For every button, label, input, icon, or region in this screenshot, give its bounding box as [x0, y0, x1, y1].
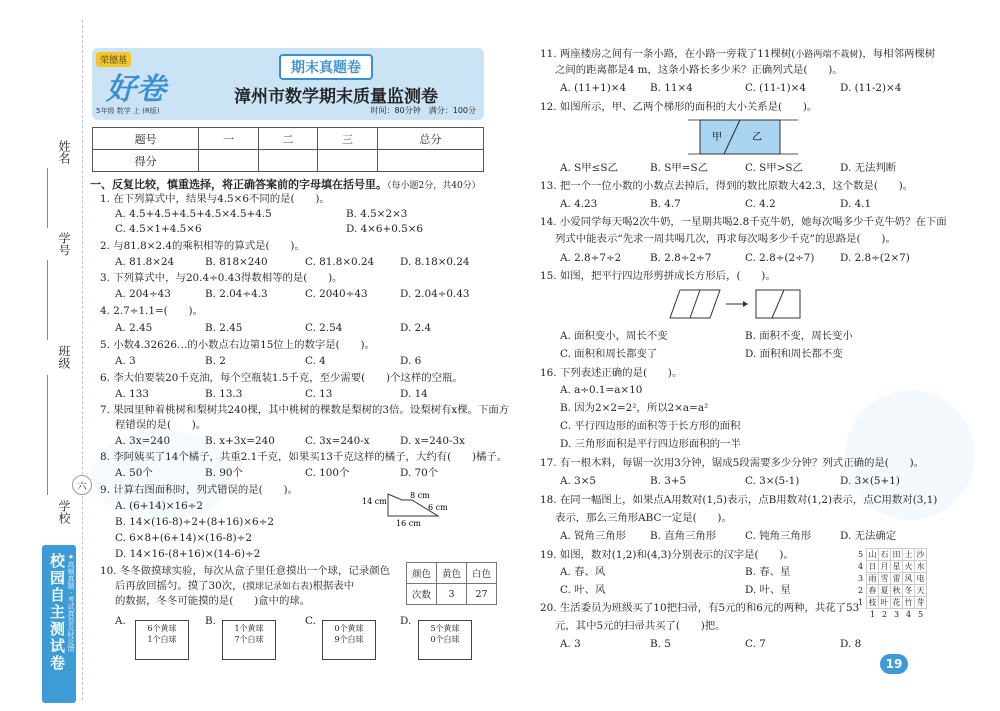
- option[interactable]: B. 3+5: [650, 475, 687, 487]
- grid-cell: 秋: [892, 585, 901, 595]
- question-18: 18. 在同一幅图上，如果点A用数对(1,5)表示，点B用数对(1,2)表示，点C用数对(3,1): [540, 494, 938, 506]
- question-6: 6. 李大伯要装20千克油，每个空瓶装1.5千克，至少需要( )个这样的空瓶。: [100, 372, 463, 384]
- option[interactable]: D. x=240-3x: [400, 435, 465, 447]
- grid-cell: 雨: [868, 573, 877, 583]
- name-label: 姓名: [57, 140, 71, 164]
- grid-cell: 叶: [880, 597, 889, 607]
- grid-cell: 夏: [880, 585, 889, 595]
- ball-box-a[interactable]: 6个黄球 1个白球: [135, 620, 189, 660]
- option[interactable]: D. 6: [400, 355, 422, 367]
- option[interactable]: A. 4.23: [560, 198, 598, 210]
- option[interactable]: B. x+3x=240: [205, 435, 275, 447]
- name-line: [47, 168, 48, 228]
- grid-row-label: 2: [857, 585, 864, 595]
- label-jia: 甲: [712, 132, 722, 143]
- question-12: 12. 如图所示，甲、乙两个梯形的面积的大小关系是( )。: [540, 101, 818, 113]
- score-input-cell[interactable]: [199, 150, 259, 172]
- option[interactable]: C. S甲>S乙: [745, 162, 803, 174]
- question-14-cont: 列式中能表示“先求一周共喝几次，再求每次喝多少千克”的思路是( )。: [555, 233, 896, 245]
- id-label: 学号: [57, 232, 71, 256]
- option[interactable]: B. 13.3: [205, 388, 243, 400]
- time-info: 时间：80分钟 满分：100分: [370, 106, 476, 115]
- option[interactable]: B. 2.04÷4.3: [205, 288, 268, 300]
- ball-record-table: [406, 562, 497, 605]
- score-cell: 得分: [93, 150, 199, 172]
- grid-row-label: 3: [857, 573, 864, 583]
- option[interactable]: C. 81.8×0.24: [305, 256, 375, 268]
- section-title: 一、反复比较，慎重选择，将正确答案前的字母填在括号里。（每小题2分，共40分）: [90, 178, 481, 191]
- option[interactable]: A. 81.8×24: [115, 256, 175, 268]
- option[interactable]: C. 4.2: [745, 198, 776, 210]
- option[interactable]: D. 8.18×0.24: [400, 256, 470, 268]
- option[interactable]: C. 4.5×1+4.5×6: [115, 223, 202, 235]
- grid-row-label: 4: [857, 561, 864, 571]
- school-label: 学校: [57, 500, 71, 524]
- option[interactable]: B. S甲=S乙: [650, 162, 708, 174]
- table-cell: 白色: [467, 563, 497, 584]
- option[interactable]: A. 春、风: [560, 566, 606, 578]
- option[interactable]: C. 3x=240-x: [305, 435, 370, 447]
- option[interactable]: D. 3×(5+1): [840, 475, 900, 487]
- exam-header: [92, 48, 484, 120]
- option[interactable]: D. 无法判断: [840, 162, 897, 174]
- option[interactable]: A.: [115, 615, 126, 627]
- fig-label-16: 16 cm: [396, 519, 421, 528]
- grid-cell: 雷: [892, 573, 901, 583]
- table-cell: 次数: [407, 584, 437, 605]
- option[interactable]: A. 3: [560, 638, 581, 650]
- option[interactable]: C. 钝角三角形: [745, 530, 812, 542]
- option[interactable]: B. 818×240: [205, 256, 268, 268]
- grid-cell: 石: [880, 549, 889, 559]
- option[interactable]: D. 4×6+0.5×6: [346, 223, 424, 235]
- option[interactable]: C. 2.8÷(2÷7): [745, 252, 815, 264]
- grid-cell: 电: [916, 573, 925, 583]
- question-16: 16. 下列表述正确的是( )。: [540, 367, 683, 379]
- grid-cell: 竹: [904, 597, 913, 607]
- question-8: 8. 李阿姨买了14个橘子，共重2.1千克，如果买13千克这样的橘子，大约有( )橘子。: [100, 451, 508, 463]
- option[interactable]: A. 3×5: [560, 475, 597, 487]
- question-2: 2. 与81.8×2.4的乘积相等的算式是( )。: [100, 240, 305, 252]
- grid-col-label: 3: [893, 609, 900, 619]
- grid-cell: 田: [892, 549, 901, 559]
- option[interactable]: C. 6×8+(6+14)×(16-8)÷2: [115, 532, 252, 544]
- option[interactable]: B.: [205, 615, 216, 627]
- brand-name: 荣德基: [96, 52, 131, 67]
- option[interactable]: A. 锐角三角形: [560, 530, 627, 542]
- trapezoid-figure: [362, 488, 452, 530]
- grid-cell: 花: [892, 597, 901, 607]
- option[interactable]: B. 2.4̇5̇: [205, 322, 243, 334]
- grid-cell: 雪: [880, 573, 889, 583]
- question-11-cont: 之间的距离都是4 m，这条小路长多少米？正确列式是( )。: [555, 64, 843, 76]
- option[interactable]: D. 14×16-(8+16)×(14-6)÷2: [115, 548, 261, 560]
- school-line: [47, 440, 48, 495]
- question-10-cont: 的数据，冬冬可能摸的是( )盒中的球。: [115, 595, 311, 607]
- option[interactable]: C. 7: [745, 638, 766, 650]
- grid-cell: 芽: [916, 597, 925, 607]
- grid-col-label: 1: [869, 609, 876, 619]
- grid-row-label: 5: [857, 549, 864, 559]
- option[interactable]: B. 4.7: [650, 198, 681, 210]
- brand-logo: [96, 52, 188, 114]
- option[interactable]: D. 2.8÷(2×7): [840, 252, 910, 264]
- grid-cell: 枝: [868, 597, 877, 607]
- page-number: 19: [880, 654, 908, 674]
- question-10: 10. 冬冬做摸球实验，每次从盒子里任意摸出一个球，记录颜色: [100, 565, 390, 577]
- fig-label-14: 14 cm: [362, 497, 387, 506]
- grid-row-label: 1: [857, 597, 864, 607]
- cut-line: [82, 20, 83, 700]
- option[interactable]: D. (11-2)×4: [840, 82, 902, 94]
- option[interactable]: C.: [305, 615, 316, 627]
- grade-label: 5年级 数学 上 (R版): [96, 107, 160, 115]
- option[interactable]: A. 3: [115, 355, 136, 367]
- option[interactable]: A. S甲≤S乙: [560, 162, 618, 174]
- tag-subtitle: ★高频真题 · 考试真卷及时反馈: [67, 553, 75, 652]
- option[interactable]: B. 2.8÷2÷7: [650, 252, 712, 264]
- option[interactable]: B. 11×4: [650, 82, 693, 94]
- option[interactable]: D. 2.4̇: [400, 322, 432, 334]
- option[interactable]: B. 春、星: [745, 566, 791, 578]
- option[interactable]: B. 2: [205, 355, 226, 367]
- option[interactable]: D. 三角形面积是平行四边形面积的一半: [560, 438, 741, 450]
- option[interactable]: A. 2.8÷7÷2: [560, 252, 622, 264]
- option[interactable]: D. 叶、星: [745, 584, 791, 596]
- fig-label-8: 8 cm: [410, 491, 430, 500]
- table-cell: 27: [467, 584, 497, 605]
- question-4: 4. 2.7÷1.1=( )。: [100, 305, 203, 317]
- score-table: [92, 127, 484, 172]
- parallelogram-figure: [660, 288, 820, 320]
- character-grid: [855, 548, 927, 620]
- fig-label-6: 6 cm: [428, 503, 448, 512]
- grid-col-label: 4: [905, 609, 912, 619]
- question-13: 13. 把一个一位小数的小数点去掉后，得到的数比原数大42.3，这个数是( )。: [540, 180, 914, 192]
- ball-box-b[interactable]: 1个黄球 7个白球: [222, 620, 276, 660]
- question-5: 5. 小数4.32626…的小数点右边第15位上的数字是( )。: [100, 339, 375, 351]
- score-cell: 总分: [377, 128, 483, 150]
- grid-cell: 水: [916, 561, 925, 571]
- question-3: 3. 下列算式中，与20.4÷0.43得数相等的是( )。: [100, 272, 343, 284]
- test-type-tag: [42, 545, 76, 703]
- grid-cell: 天: [916, 585, 925, 595]
- question-18-cont: 表示，那么三角形ABC一定是( )。: [555, 512, 732, 524]
- option[interactable]: B. 14×(16-8)÷2+(8+16)×6÷2: [115, 516, 274, 528]
- exam-tagline: 期末真题卷: [279, 54, 373, 80]
- option[interactable]: B. 4.5×2×3: [346, 208, 408, 220]
- option[interactable]: D.: [400, 615, 412, 627]
- question-14: 14. 小爱同学每天喝2次牛奶，一星期共喝2.8千克牛奶，她每次喝多少千克牛奶？在下面: [540, 216, 947, 228]
- question-20-cont: 元，其中5元的扫帚共买了( )把。: [555, 620, 726, 632]
- question-9: 9. 计算右图面积时，列式错误的是( )。: [100, 484, 298, 496]
- grid-col-label: 2: [881, 609, 888, 619]
- ball-box-d[interactable]: 5个黄球 0个白球: [418, 620, 472, 660]
- option[interactable]: C. 13: [305, 388, 333, 400]
- option[interactable]: C. 平行四边形的面积等于长方形的面积: [560, 420, 741, 432]
- tag-title: 校园自主测试卷: [48, 553, 66, 672]
- grid-cell: 火: [904, 561, 913, 571]
- grid-cell: 星: [892, 561, 901, 571]
- option[interactable]: D. 无法确定: [840, 530, 897, 542]
- score-cell: 题号: [93, 128, 199, 150]
- trapezoid-comparison-figure: [688, 118, 798, 156]
- option[interactable]: C. 2.5̇4̇: [305, 322, 343, 334]
- exam-title: 漳州市数学期末质量监测卷: [234, 87, 438, 107]
- question-7-cont: 程错误的是( )。: [115, 419, 207, 431]
- option[interactable]: C. 2040÷43: [305, 288, 368, 300]
- option[interactable]: D. 8: [840, 638, 862, 650]
- option[interactable]: B. 5: [650, 638, 671, 650]
- grid-cell: 土: [904, 549, 913, 559]
- score-cell: 三: [318, 128, 378, 150]
- option[interactable]: A. (11+1)×4: [560, 82, 627, 94]
- score-input-cell[interactable]: [258, 150, 318, 172]
- table-cell: 黄色: [437, 563, 467, 584]
- score-input-cell[interactable]: [377, 150, 483, 172]
- grid-cell: 冬: [904, 585, 913, 595]
- grid-cell: 日: [868, 561, 877, 571]
- ball-box-c[interactable]: 0个黄球 9个白球: [322, 620, 376, 660]
- question-11: 11. 两座楼房之间有一条小路，在小路一旁栽了11棵树(小路两端不栽树)，每相邻两棵树: [540, 48, 936, 60]
- question-17: 17. 有一根木料，每锯一次用3分钟，锯成5段需要多少分钟？列式正确的是( )。: [540, 457, 925, 469]
- option[interactable]: D. 2.04÷0.43: [400, 288, 470, 300]
- score-cell: 一: [199, 128, 259, 150]
- logo-text: 好卷: [106, 72, 166, 107]
- question-19: 19. 如图，数对(1,2)和(4,3)分别表示的汉字是( )。: [540, 549, 794, 561]
- score-input-cell[interactable]: [318, 150, 378, 172]
- option[interactable]: C. 3×(5-1): [745, 475, 800, 487]
- option[interactable]: B. 直角三角形: [650, 530, 717, 542]
- table-cell: 颜色: [407, 563, 437, 584]
- question-10-cont: 后再放回摇匀。摸了30次，(摸球记录如右表)根据表中: [115, 580, 355, 592]
- option[interactable]: A. (6+14)×16÷2: [115, 500, 204, 512]
- grid-cell: 山: [868, 549, 877, 559]
- grid-cell: 月: [880, 561, 889, 571]
- grid-cell: 风: [904, 573, 913, 583]
- grid-cell: 沙: [916, 549, 925, 559]
- grid-cell: 春: [868, 585, 877, 595]
- option[interactable]: A. 50个: [115, 467, 153, 479]
- label-yi: 乙: [752, 132, 762, 143]
- option[interactable]: B. 面积不变，周长变小: [745, 330, 853, 342]
- question-7: 7. 果园里种着桃树和梨树共240棵，其中桃树的棵数是梨树的3倍。设梨树有x棵。下面方: [100, 404, 510, 416]
- option[interactable]: D. 4.1: [840, 198, 872, 210]
- question-1: 1. 在下列算式中，结果与4.5×6不同的是( )。: [100, 193, 330, 205]
- binding-sidebar: [0, 0, 82, 711]
- option[interactable]: D. 70个: [400, 467, 439, 479]
- option[interactable]: C. 100个: [305, 467, 350, 479]
- table-cell: 3: [437, 584, 467, 605]
- question-20: 20. 生活委员为班级买了10把扫帚，有5元的和6元的两种，共花了53: [540, 602, 860, 614]
- option[interactable]: A. 2.45: [115, 322, 153, 334]
- option[interactable]: C. 4: [305, 355, 326, 367]
- class-label: 班级: [57, 345, 71, 369]
- option[interactable]: A. 4.5+4.5+4.5+4.5×4.5+4.5: [115, 208, 272, 220]
- option[interactable]: D. 14: [400, 388, 428, 400]
- question-15: 15. 如图，把平行四边形剪拼成长方形后，( )。: [540, 270, 776, 282]
- option[interactable]: C. 面积和周长都变了: [560, 348, 658, 360]
- option[interactable]: D. 面积和周长都不变: [745, 348, 843, 360]
- option[interactable]: A. 面积变小，周长不变: [560, 330, 668, 342]
- option[interactable]: A. 133: [115, 388, 149, 400]
- option[interactable]: B. 因为2×2=2²，所以2×a=a²: [560, 402, 709, 414]
- id-line: [47, 260, 48, 340]
- option[interactable]: A. 3x=240: [115, 435, 171, 447]
- grid-col-label: 5: [917, 609, 924, 619]
- score-cell: 二: [258, 128, 318, 150]
- binding-ring: 六: [72, 475, 92, 495]
- option[interactable]: C. (11-1)×4: [745, 82, 806, 94]
- option[interactable]: C. 叶、风: [560, 584, 606, 596]
- option[interactable]: A. 204÷43: [115, 288, 171, 300]
- option[interactable]: B. 90个: [205, 467, 243, 479]
- option[interactable]: A. a÷0.1=a×10: [560, 384, 643, 396]
